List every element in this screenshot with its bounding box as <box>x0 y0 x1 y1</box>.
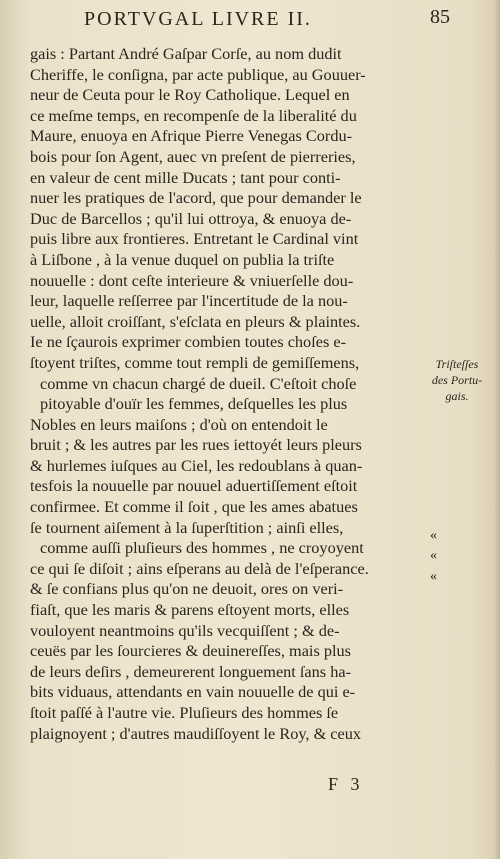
text-line: ſtoyent triſtes, comme tout rempli de gemiſſemens, <box>30 352 360 372</box>
text-line: leur, laquelle reſſerree par l'incertitude de la nou- <box>30 291 348 311</box>
text-line: ſtoit paſſé à l'autre vie. Pluſieurs des hommes ſe <box>30 703 339 722</box>
text-line: ce meſme temps, en recompenſe de la liberalité du <box>30 105 357 125</box>
text-line: nouuelle : dont ceſte interieure & vniuerſelle dou- <box>30 270 354 290</box>
text-line: plaignoyent ; d'autres maudiſſoyent le Roy, & ceux <box>30 723 362 743</box>
text-line: nuer les pratiques de l'acord, que pour demander le <box>30 188 362 208</box>
marginal-note-line: des Portu- <box>431 373 483 387</box>
text-line: confirmee. Et comme il ſoit , que les ames abatues <box>30 497 358 517</box>
text-line: gais : Partant André Gaſpar Corſe, au nom dudit <box>30 44 342 63</box>
quote-mark: « <box>430 569 437 584</box>
text-line: bits viduaus, attendants en vain nouuelle de qui e- <box>30 682 356 702</box>
body-text <box>30 44 426 744</box>
text-line: pitoyable d'ouïr les femmes, deſquelles les plus <box>40 394 348 414</box>
text-line: Duc de Barcellos ; qu'il lui ottroya, & enuoya de- <box>30 208 352 228</box>
marginal-note-line: gais. <box>445 389 469 403</box>
text-line: comme vn chacun chargé de dueil. C'eſtoit choſe <box>40 373 357 393</box>
quote-mark: « <box>430 528 437 543</box>
text-line: uelle, alloit croiſſant, s'eſclata en pleurs & plaintes. <box>30 311 361 331</box>
text-line: Ie ne ſçaurois exprimer combien toutes choſes e- <box>30 332 347 352</box>
page-number: 85 <box>430 6 450 28</box>
quote-mark: « <box>430 548 437 563</box>
running-head: PORTVGAL LIVRE II. <box>84 8 312 30</box>
signature-mark: F 3 <box>328 774 364 794</box>
text-line: de leurs deſirs , demeurerent longuement ſans ha- <box>30 661 351 681</box>
text-line: fiaſt, que les maris & parens eſtoyent morts, elles <box>30 600 350 620</box>
text-line: & ſe confians plus qu'on ne deuoit, ores on veri- <box>30 579 344 599</box>
text-line: & hurlemes iuſques au Ciel, les redoublans à quan- <box>30 455 363 475</box>
text-line: puis libre aux frontieres. Entretant le Cardinal vint <box>30 229 359 249</box>
marginal-note-line: Triſteſſes <box>435 357 479 371</box>
text-line: bruit ; & les autres par les rues iettoyét leurs pleurs <box>30 435 362 455</box>
text-line: neur de Ceuta pour le Roy Catholique. Lequel en <box>30 85 350 105</box>
text-line: comme auſſi pluſieurs des hommes , ne croyoyent <box>40 538 364 558</box>
text-line: tesfois la nouuelle par nouuel aduertiſſement eſtoit <box>30 476 358 496</box>
text-line: ceuës par les ſourcieres & deuinereſſes, mais plus <box>30 641 351 661</box>
text-line: Nobles en leurs maiſons ; d'où on entendoit le <box>30 414 328 434</box>
text-line: Cheriffe, le conſigna, par acte publique, au Gouuer- <box>30 64 366 84</box>
text-line: ſe tournent aiſement à la ſuperſtition ; ainſi elles, <box>30 517 344 537</box>
text-line: ce qui ſe diſoit ; ains eſperans au delà de l'eſperance. <box>30 558 369 578</box>
text-line: en valeur de cent mille Ducats ; tant pour conti- <box>30 167 341 187</box>
page-edge <box>494 0 500 859</box>
text-line: à Liſbone , à la venue duquel on publia la triſte <box>30 249 335 269</box>
text-line: bois pour ſon Agent, auec vn preſent de pierreries, <box>30 146 356 166</box>
text-line: vouloyent neantmoins qu'ils vecquiſſent ; & de- <box>30 620 340 640</box>
marginal-note <box>424 356 490 404</box>
text-line: Maure, enuoya en Afrique Pierre Venegas Cordu- <box>30 126 353 146</box>
